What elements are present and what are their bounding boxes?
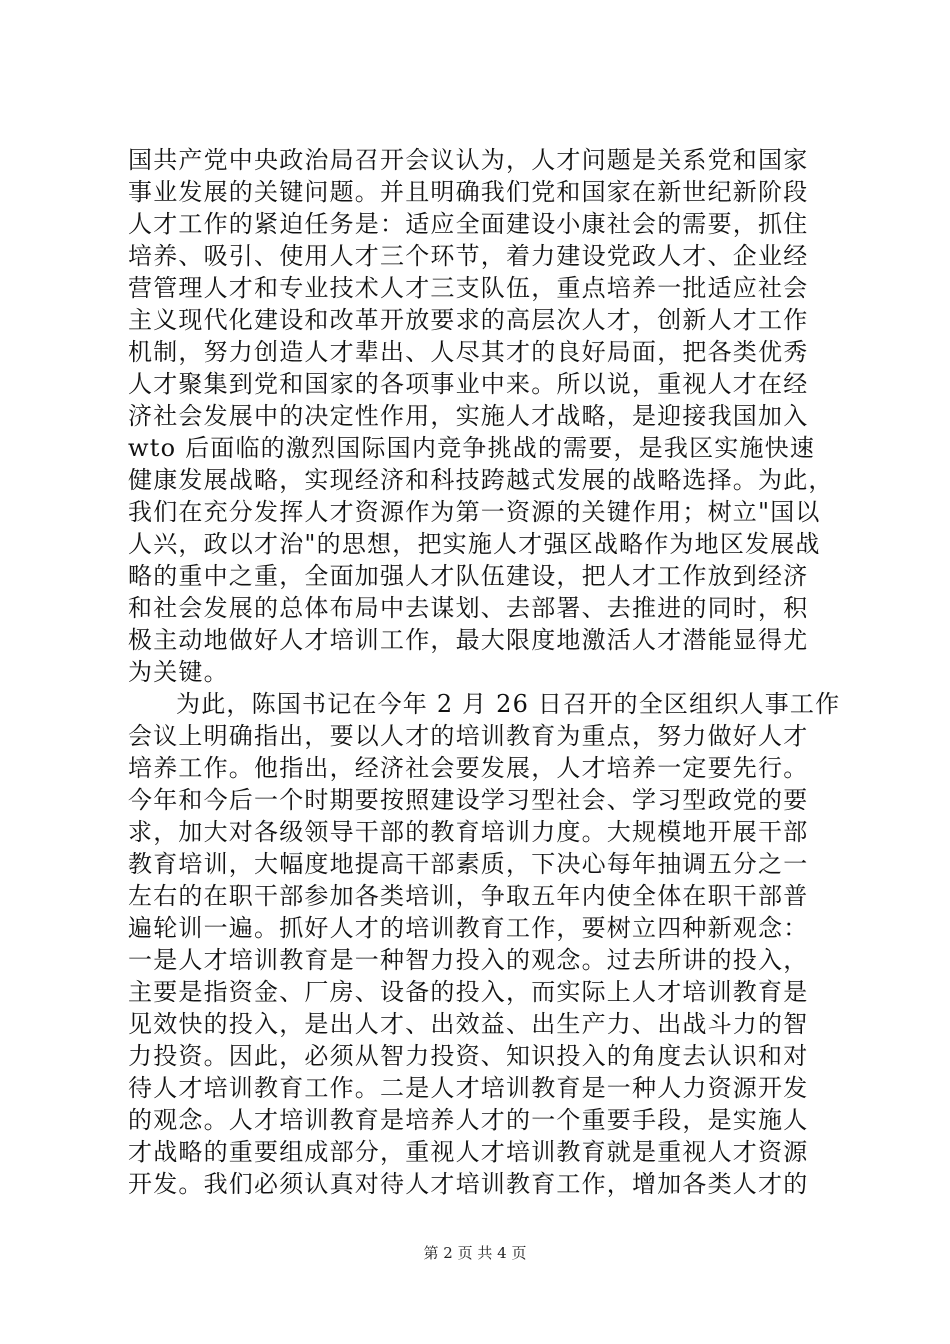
text-line: 的观念。人才培训教育是培养人才的一个重要手段，是实施人 bbox=[128, 1106, 809, 1134]
text-line: 健康发展战略，实现经济和科技跨越式发展的战略选择。为此， bbox=[128, 466, 834, 494]
text-line: 一是人才培训教育是一种智力投入的观念。过去所讲的投入， bbox=[128, 946, 809, 974]
text-line: 主义现代化建设和改革开放要求的高层次人才，创新人才工作 bbox=[128, 306, 809, 334]
text-line: 培养、吸引、使用人才三个环节，着力建设党政人才、企业经 bbox=[128, 242, 809, 270]
text-line: 人才聚集到党和国家的各项事业中来。所以说，重视人才在经 bbox=[128, 370, 809, 398]
text-line: 求，加大对各级领导干部的教育培训力度。大规模地开展干部 bbox=[128, 818, 809, 846]
text-line: 事业发展的关键问题。并且明确我们党和国家在新世纪新阶段 bbox=[128, 178, 809, 206]
text-line: 人才工作的紧迫任务是：适应全面建设小康社会的需要，抓住 bbox=[128, 210, 809, 238]
page-number-footer: 第 2 页 共 4 页 bbox=[423, 1244, 527, 1262]
text-line: 才战略的重要组成部分，重视人才培训教育就是重视人才资源 bbox=[128, 1138, 809, 1166]
text-line: 国共产党中央政治局召开会议认为，人才问题是关系党和国家 bbox=[128, 146, 809, 174]
text-line: 左右的在职干部参加各类培训，争取五年内使全体在职干部普 bbox=[128, 882, 809, 910]
paragraph-1 bbox=[128, 144, 834, 688]
text-line: 见效快的投入，是出人才、出效益、出生产力、出战斗力的智 bbox=[128, 1010, 809, 1038]
paragraph-2 bbox=[128, 688, 841, 1200]
text-line: 我们在充分发挥人才资源作为第一资源的关键作用；树立"国以 bbox=[128, 498, 821, 526]
text-line: 会议上明确指出，要以人才的培训教育为重点，努力做好人才 bbox=[128, 722, 809, 750]
text-line: 和社会发展的总体布局中去谋划、去部署、去推进的同时，积 bbox=[128, 594, 809, 622]
text-line: 机制，努力创造人才辈出、人尽其才的良好局面，把各类优秀 bbox=[128, 338, 809, 366]
text-line: 济社会发展中的决定性作用，实施人才战略，是迎接我国加入 bbox=[128, 402, 809, 430]
text-line: 力投资。因此，必须从智力投资、知识投入的角度去认识和对 bbox=[128, 1042, 809, 1070]
body-text bbox=[128, 144, 841, 1200]
text-line: 营管理人才和专业技术人才三支队伍，重点培养一批适应社会 bbox=[128, 274, 809, 302]
text-line: 培养工作。他指出，经济社会要发展，人才培养一定要先行。 bbox=[128, 754, 809, 782]
text-line: 主要是指资金、厂房、设备的投入，而实际上人才培训教育是 bbox=[128, 978, 809, 1006]
text-line: 略的重中之重，全面加强人才队伍建设，把人才工作放到经济 bbox=[128, 562, 809, 590]
text-line: 遍轮训一遍。抓好人才的培训教育工作，要树立四种新观念： bbox=[128, 914, 809, 942]
text-line: 今年和今后一个时期要按照建设学习型社会、学习型政党的要 bbox=[128, 786, 809, 814]
text-line: 极主动地做好人才培训工作，最大限度地激活人才潜能显得尤 bbox=[128, 626, 809, 654]
text-line-first: 为此，陈国书记在今年 2 月 26 日召开的全区组织人事工作 bbox=[176, 690, 841, 718]
text-line: 人兴，政以才治"的思想，把实施人才强区战略作为地区发展战 bbox=[128, 530, 821, 558]
text-line: 待人才培训教育工作。二是人才培训教育是一种人力资源开发 bbox=[128, 1074, 809, 1102]
text-line: 教育培训，大幅度地提高干部素质，下决心每年抽调五分之一 bbox=[128, 850, 809, 878]
text-line: wto 后面临的激烈国际国内竞争挑战的需要，是我区实施快速 bbox=[128, 434, 816, 462]
text-line: 为关键。 bbox=[128, 658, 229, 686]
text-line: 开发。我们必须认真对待人才培训教育工作，增加各类人才的 bbox=[128, 1170, 809, 1198]
